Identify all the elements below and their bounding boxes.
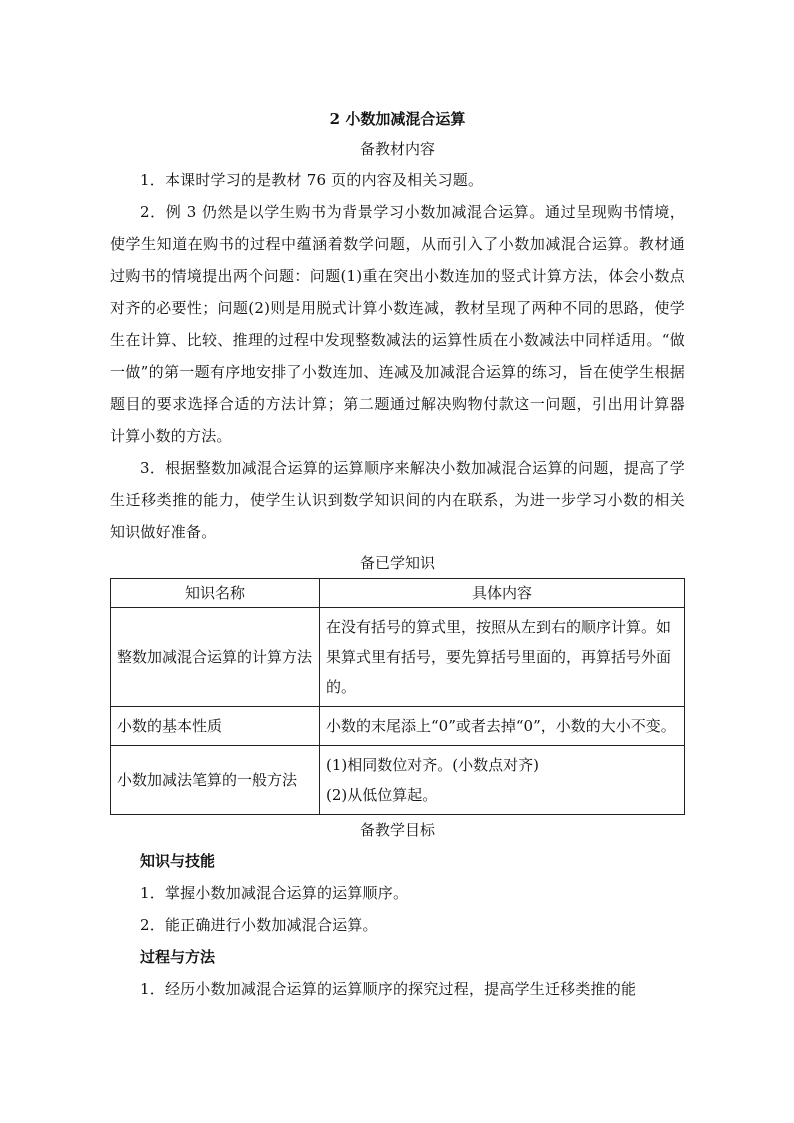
table-cell-content [320, 608, 685, 707]
table-row [111, 746, 685, 815]
sub-heading-knowledge-skills: 知识与技能 [140, 852, 216, 870]
table-cell-name: 小数加减法笔算的一般方法 [111, 746, 320, 815]
table-cell-content-line: 小数的末尾添上“0”或者去掉“0”，小数的大小不变。 [326, 717, 676, 735]
page-title: 2 小数加减混合运算 [329, 110, 466, 128]
goal-item: 2．能正确进行小数加减混合运算。 [140, 916, 378, 934]
textbook-paragraph-3: 3．根据整数加减混合运算的运算顺序来解决小数加减混合运算的问题，提高了学生迁移类推的能力，使学生认识到数学知识间的内在联系，为进一步学习小数的相关知识做好准备。 [110, 459, 685, 541]
table-cell-content-line: 在没有括号的算式里，按照从左到右的顺序计算。如果算式里有括号，要先算括号里面的，再算括号外面的。 [326, 618, 672, 696]
table-header-content: 具体内容 [320, 579, 685, 608]
table-cell-content [320, 746, 685, 815]
section-heading-goals: 备教学目标 [359, 821, 435, 839]
table-cell-content [320, 707, 685, 746]
document-page [110, 104, 685, 1005]
table-cell-content-line: (1)相同数位对齐。(小数点对齐) [326, 756, 539, 774]
section-heading-textbook: 备教材内容 [359, 140, 435, 158]
prior-knowledge-table [110, 578, 685, 815]
table-header-name: 知识名称 [111, 579, 320, 608]
table-header-row [111, 579, 685, 608]
textbook-paragraph-2: 2．例 3 仍然是以学生购书为背景学习小数加减混合运算。通过呈现购书情境，使学生知道在购书的过程中蕴涵着数学问题，从而引入了小数加减混合运算。教材通过购书的情境提出两个问题：问题(1)重在突出小数连加的竖式计算方法，体会小数点对齐的必要性；问题(2)则是用脱式计算小数连减，教材呈现了两种不同的思路，使学生在计算、比较、推理的过程中发现整数减法的运算性质在小数减法中同样适用。“做一做”的第一题有序地安排了小数连加、连减及加减混合运算的练习，旨在使学生根据题目的要求选择合适的方法计算；第二题通过解决购物付款这一问题，引出用计算器计算小数的方法。 [110, 203, 685, 445]
textbook-paragraph-1: 1．本课时学习的是教材 76 页的内容及相关习题。 [140, 171, 484, 189]
table-cell-name: 小数的基本性质 [111, 707, 320, 746]
section-heading-prior-knowledge: 备已学知识 [359, 554, 435, 572]
table-cell-content-line: (2)从低位算起。 [326, 786, 438, 804]
table-row [111, 707, 685, 746]
sub-heading-process-method: 过程与方法 [140, 948, 216, 966]
goal-item: 1．掌握小数加减混合运算的运算顺序。 [140, 884, 409, 902]
table-row [111, 608, 685, 707]
table-cell-name: 整数加减混合运算的计算方法 [111, 608, 320, 707]
goal-item: 1．经历小数加减混合运算的运算顺序的探究过程，提高学生迁移类推的能 [140, 980, 637, 998]
